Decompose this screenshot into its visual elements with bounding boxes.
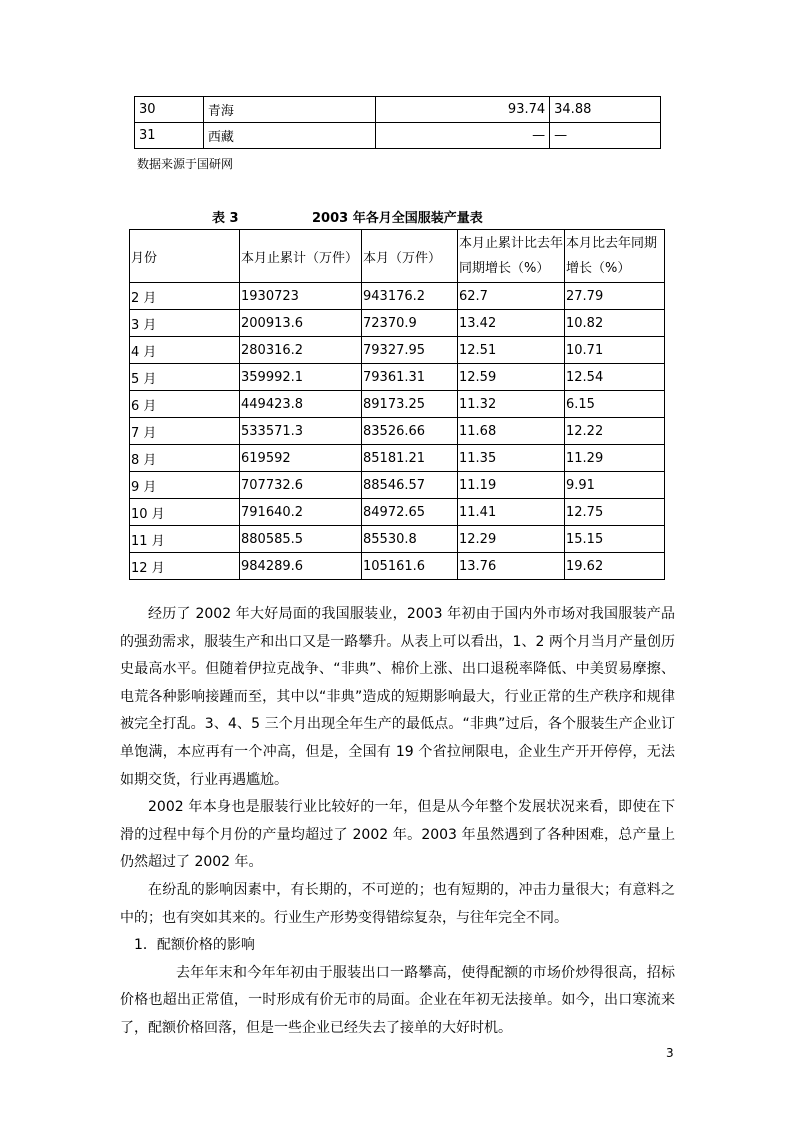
value-cell: 79361.31 [362, 364, 458, 391]
value-cell: 13.42 [458, 310, 565, 337]
value-cell: 984289.6 [240, 553, 362, 580]
value-cell: 85530.8 [362, 526, 458, 553]
table-title: 2003 年各月全国服装产量表 [312, 211, 483, 226]
value-cell: 11.29 [565, 445, 665, 472]
table-row [135, 97, 661, 123]
value-cell: 88546.57 [362, 472, 458, 499]
value-cell: 79327.95 [362, 337, 458, 364]
column-header: 月份 [130, 230, 240, 283]
table-row [130, 445, 665, 472]
value-cell: 85181.21 [362, 445, 458, 472]
province-name: 青海 [203, 97, 376, 123]
table-header-row [130, 230, 665, 283]
value-cell: 27.79 [565, 283, 665, 310]
value-cell: — [376, 123, 550, 149]
column-header: 本月（万件） [362, 230, 458, 283]
column-header: 本月比去年同期增长（%） [565, 230, 665, 283]
value-cell: 19.62 [565, 553, 665, 580]
value-cell: 9.91 [565, 472, 665, 499]
value-cell: 12.51 [458, 337, 565, 364]
month-cell: 9 月 [130, 472, 240, 499]
month-cell: 3 月 [130, 310, 240, 337]
value-cell: 62.7 [458, 283, 565, 310]
month-cell: 7 月 [130, 418, 240, 445]
month-cell: 10 月 [130, 499, 240, 526]
table-row [130, 283, 665, 310]
month-cell: 6 月 [130, 391, 240, 418]
value-cell: 280316.2 [240, 337, 362, 364]
value-cell: — [550, 123, 661, 149]
value-cell: 13.76 [458, 553, 565, 580]
value-cell: 11.41 [458, 499, 565, 526]
value-cell: 1930723 [240, 283, 362, 310]
value-cell: 200913.6 [240, 310, 362, 337]
row-number: 31 [135, 123, 204, 149]
column-header: 本月止累计比去年同期增长（%） [458, 230, 565, 283]
value-cell: 34.88 [550, 97, 661, 123]
month-cell: 4 月 [130, 337, 240, 364]
value-cell: 11.68 [458, 418, 565, 445]
table-row [130, 472, 665, 499]
value-cell: 12.59 [458, 364, 565, 391]
value-cell: 10.82 [565, 310, 665, 337]
value-cell: 707732.6 [240, 472, 362, 499]
month-cell: 8 月 [130, 445, 240, 472]
value-cell: 880585.5 [240, 526, 362, 553]
paragraph: 去年年末和今年年初由于服装出口一路攀高，使得配额的市场价炒得很高，招标价格也超出正常值，一时形成有价无市的局面。企业在年初无法接单。如今，出口寒流来了，配额价格回落，但是一些企业已经失去了接单的大好时机。 [120, 964, 675, 1036]
table-label: 表 3 [212, 211, 239, 226]
value-cell: 12.75 [565, 499, 665, 526]
value-cell: 72370.9 [362, 310, 458, 337]
paragraph: 经历了 2002 年大好局面的我国服装业，2003 年初由于国内外市场对我国服装产品的强劲需求，服装生产和出口又是一路攀升。从表上可以看出，1、2 两个月当月产量创历史最高水平。但随着伊拉克战争、“非典”、棉价上涨、出口退税率降低、中美贸易摩擦、电荒各种影响接踵而至，其中以“非典”造成的短期影响最大，行业正常的生产秩序和规律被完全打乱。3、4、5 三个月出现全年生产的最低点。“非典”过后，各个服装生产企业订单饱满，本应再有一个冲高，但是，全国有 19 个省拉闸限电，企业生产开开停停，无法如期交货，行业再遇尴尬。 [120, 606, 675, 788]
value-cell: 15.15 [565, 526, 665, 553]
table-row [130, 310, 665, 337]
value-cell: 943176.2 [362, 283, 458, 310]
page-number: 3 [666, 1046, 674, 1060]
value-cell: 10.71 [565, 337, 665, 364]
value-cell: 12.29 [458, 526, 565, 553]
province-name: 西藏 [203, 123, 376, 149]
value-cell: 619592 [240, 445, 362, 472]
value-cell: 6.15 [565, 391, 665, 418]
value-cell: 12.22 [565, 418, 665, 445]
value-cell: 12.54 [565, 364, 665, 391]
value-cell: 359992.1 [240, 364, 362, 391]
value-cell: 11.35 [458, 445, 565, 472]
paragraph: 在纷乱的影响因素中，有长期的，不可逆的；也有短期的，冲击力量很大；有意料之中的；也有突如其来的。行业生产形势变得错综复杂，与往年完全不同。 [120, 881, 675, 926]
table-row [130, 391, 665, 418]
table-row [130, 418, 665, 445]
source-note: 数据来源于国研网 [137, 157, 234, 171]
value-cell: 105161.6 [362, 553, 458, 580]
value-cell: 84972.65 [362, 499, 458, 526]
column-header: 本月止累计（万件） [240, 230, 362, 283]
value-cell: 11.32 [458, 391, 565, 418]
value-cell: 533571.3 [240, 418, 362, 445]
paragraph: 2002 年本身也是服装行业比较好的一年，但是从今年整个发展状况来看，即使在下滑的过程中每个月份的产量均超过了 2002 年。2003 年虽然遇到了各种困难，总产量上仍然超过了 2002 年。 [120, 799, 675, 871]
table-row [130, 526, 665, 553]
month-cell: 2 月 [130, 283, 240, 310]
table-row [130, 553, 665, 580]
table-row [130, 337, 665, 364]
month-cell: 5 月 [130, 364, 240, 391]
body-text [120, 601, 675, 1043]
value-cell: 89173.25 [362, 391, 458, 418]
table-row [135, 123, 661, 149]
row-number: 30 [135, 97, 204, 123]
table-row [130, 499, 665, 526]
value-cell: 93.74 [376, 97, 550, 123]
value-cell: 11.19 [458, 472, 565, 499]
province-table-continuation [134, 96, 661, 149]
value-cell: 791640.2 [240, 499, 362, 526]
value-cell: 83526.66 [362, 418, 458, 445]
value-cell: 449423.8 [240, 391, 362, 418]
month-cell: 11 月 [130, 526, 240, 553]
table-row [130, 364, 665, 391]
monthly-output-table [129, 229, 665, 580]
section-heading: 1．配额价格的影响 [134, 937, 255, 954]
month-cell: 12 月 [130, 553, 240, 580]
